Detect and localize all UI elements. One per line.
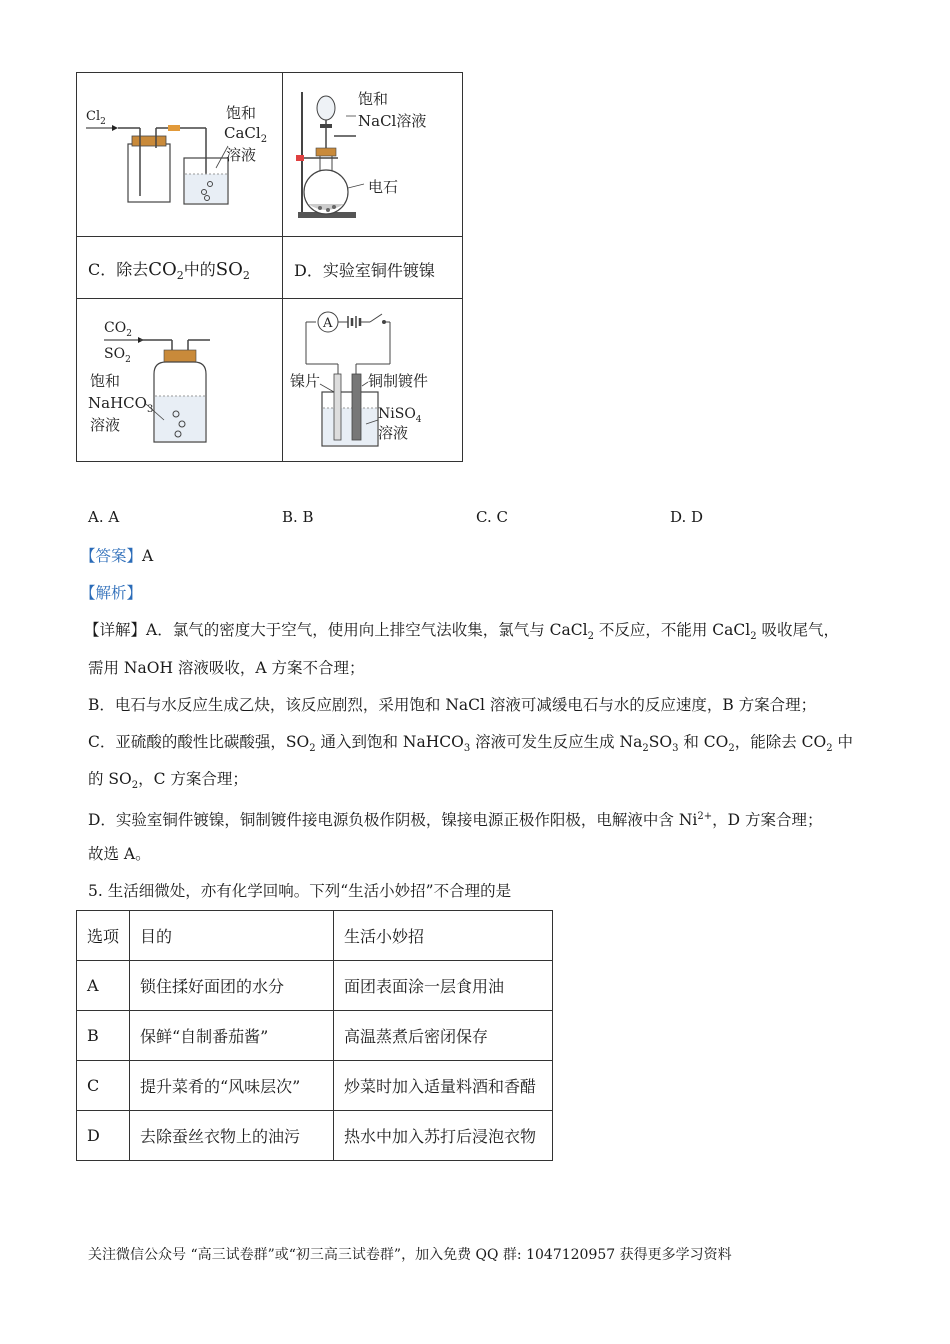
header-tip: 生活小妙招 (334, 911, 553, 961)
option-d: D. D (670, 508, 704, 526)
explanation-line-3: B．电石与水反应生成乙炔，该反应剧烈，采用饱和 NaCl 溶液可减缓电石与水的反应速度，B 方案合理； (88, 696, 817, 714)
nacl-label-2: NaCl溶液 (358, 112, 427, 130)
question-5-table (76, 910, 553, 1161)
figure-electroplating-cell (286, 302, 460, 458)
row-tip: 炒菜时加入适量料酒和香醋 (334, 1061, 553, 1111)
explanation-line-1: 【详解】A．氯气的密度大于空气，使用向上排空气法收集，氯气与 CaCl$_2$ 不反应，不能用 CaCl$_2$ 吸收尾气， (84, 621, 840, 643)
option-a: A. A (88, 508, 120, 526)
row-tip: 面团表面涂一层食用油 (334, 961, 553, 1011)
row-purpose: 保鲜“自制番茄酱” (130, 1011, 334, 1061)
co2-label: $CO_2$ (104, 320, 132, 339)
row-purpose: 提升菜肴的“风味层次” (130, 1061, 334, 1111)
figure-gas-wash-bottle (80, 302, 278, 458)
niso4-label-2: 溶液 (378, 424, 409, 442)
solution-label-3: 溶液 (226, 146, 257, 164)
explanation-line-2: 需用 NaOH 溶液吸收，A 方案不合理； (88, 659, 365, 677)
nahco3-label-2: NaHCO$_3$ (88, 394, 154, 415)
explanation-line-6: D．实验室铜件镀镍，铜制镀件接电源负极作阴极，镍接电源正极作阳极，电解液中含 $Ni^{2+}$，D 方案合理； (88, 811, 823, 830)
question-5-stem: 5. 生活细微处，亦有化学回响。下列“生活小妙招”不合理的是 (88, 882, 512, 900)
caption-d: D．实验室铜件镀镍 (294, 261, 435, 280)
answer-line: 【答案】A (80, 547, 154, 565)
row-option: C (77, 1061, 130, 1111)
option-c: C. C (476, 508, 508, 526)
copper-part-label: 铜制镀件 (368, 372, 429, 390)
row-option: A (77, 961, 130, 1011)
niso4-label: NiSO$_4$ (378, 406, 422, 425)
explanation-line-7: 故选 A。 (88, 845, 151, 863)
caption-c: C．除去$CO_2$中的$SO_2$ (88, 259, 250, 283)
solution-label-2: CaCl$_2$ (224, 124, 268, 145)
row-tip: 热水中加入苏打后浸泡衣物 (334, 1111, 553, 1161)
solution-label-1: 饱和 (226, 104, 257, 122)
row-option: D (77, 1111, 130, 1161)
cl2-label: $Cl_2$ (86, 109, 106, 127)
table-row (77, 1011, 553, 1061)
row-option: B (77, 1011, 130, 1061)
figure-chlorine-collection (80, 76, 278, 232)
row-purpose: 去除蚕丝衣物上的油污 (130, 1111, 334, 1161)
table-row (77, 1111, 553, 1161)
header-option: 选项 (77, 911, 130, 961)
header-purpose: 目的 (130, 911, 334, 961)
table-header-row (77, 911, 553, 961)
option-b: B. B (282, 508, 314, 526)
explanation-line-4: C．亚硫酸的酸性比碳酸强，$SO_2$ 通入到饱和 NaHCO$_3$ 溶液可发生反应生成 $Na_2SO_3$ 和 $CO_2$，能除去 $CO_2$ 中 (88, 733, 854, 755)
nahco3-label-3: 溶液 (90, 416, 121, 434)
table-row (77, 961, 553, 1011)
ammeter-label: A (323, 316, 333, 331)
table-row (77, 1061, 553, 1111)
row-tip: 高温蒸煮后密闭保存 (334, 1011, 553, 1061)
explanation-line-5: 的 $SO_2$，C 方案合理； (88, 770, 248, 792)
page-footer: 关注微信公众号 “高三试卷群”或“初三高三试卷群”，加入免费 QQ 群: 1047120957 获得更多学习资料 (88, 1247, 732, 1263)
nacl-label-1: 饱和 (358, 90, 389, 108)
nahco3-label-1: 饱和 (90, 372, 121, 390)
figure-acetylene-generator (286, 76, 460, 232)
so2-label: $SO_2$ (104, 346, 131, 365)
analysis-heading: 【解析】 (80, 584, 143, 602)
nickel-label: 镍片 (290, 372, 321, 390)
carbide-label: 电石 (368, 178, 399, 196)
row-purpose: 锁住揉好面团的水分 (130, 961, 334, 1011)
